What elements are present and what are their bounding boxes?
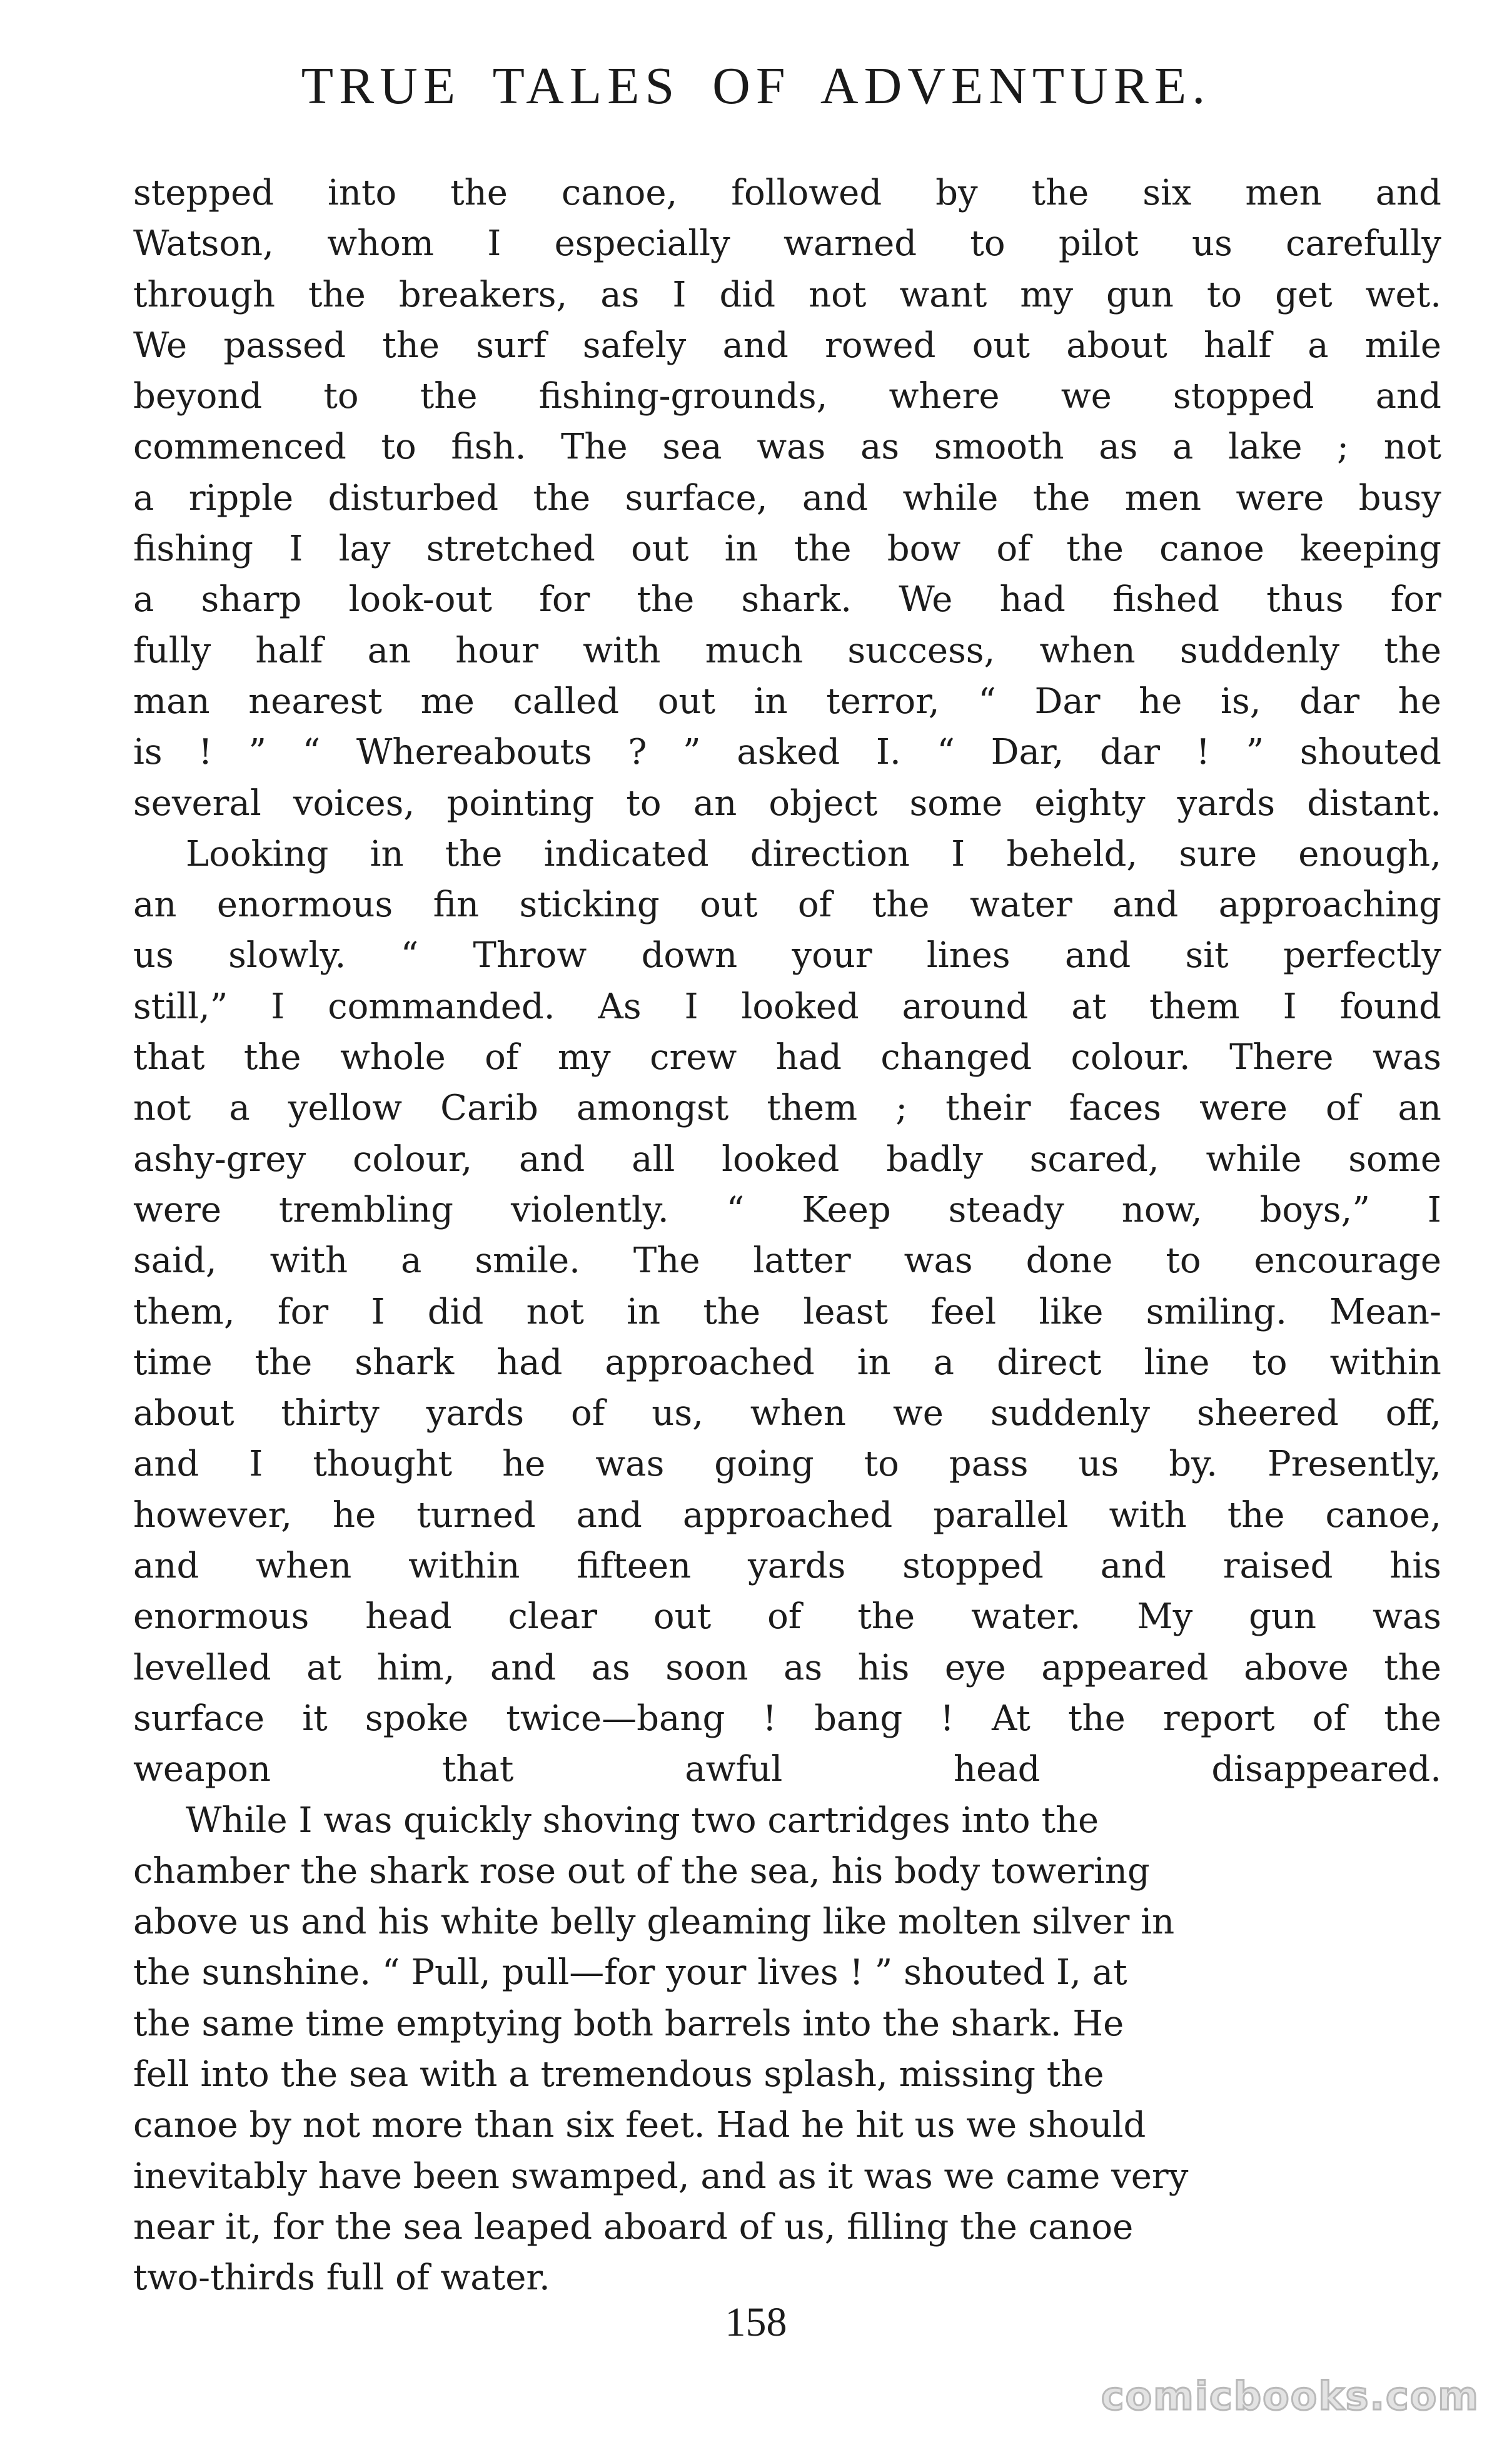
body-text <box>133 168 1441 2303</box>
paragraph-1: stepped into the canoe, followed by the six men and Watson, whom I especially warned to pilot us carefully through the breakers, as I did not want my gun to get wet. We passed the surf safely and rowed out about half a mile beyond to the fishing-grounds, where we stopped and commenced to fish. The sea was as smooth as a lake ; not a ripple disturbed the surface, and while the men were busy fishing I lay stretched out in the bow of the canoe keeping a sharp look-out for the shark. We had fished thus for fully half an hour with much success, when suddenly the man nearest me called out in terror, “ Dar he is, dar he is ! ” “ Whereabouts ? ” asked I. “ Dar, dar ! ” shouted several voices, pointing to an object some eighty yards distant. <box>133 173 1441 824</box>
watermark-logo: comicbooks.com <box>1101 2373 1479 2419</box>
paragraph-3: While I was quickly shoving two cartridges into the chamber the shark rose out of the sea, his body towering above us and his white belly gleaming like molten silver in the sunshine. “ Pull, pull—for your lives ! ” shouted I, at the same time emptying both barrels into the shark. He fell into the sea with a tremendous splash, missing the canoe by not more than six feet. Had he hit us we should inevitably have been swamped, and as it was we came very near it, for the sea leaped aboard of us, filling the canoe two-thirds full of water. <box>133 1800 1189 2299</box>
page-number: 158 <box>725 2299 787 2345</box>
paragraph-2: Looking in the indicated direction I beheld, sure enough, an enormous fin sticking out of the water and approaching us slowly. “ Throw down your lines and sit perfectly still,” I commanded. As I looked around at them I found that the whole of my crew had changed colour. There was not a yellow Carib amongst them ; their faces were of an ashy-grey colour, and all looked badly scared, while some were trembling violently. “ Keep steady now, boys,” I said, with a smile. The latter was done to encourage them, for I did not in the least feel like smiling. Mean- time the shark had approached in a direct line to within about thirty yards of us, when we suddenly sheered off, and I thought he was going to pass us by. Presently, however, he turned and approached parallel with the canoe, and when within fifteen yards stopped and raised his enormous head clear out of the water. My gun was levelled at him, and as soon as his eye appeared above the surface it spoke twice—bang ! bang ! At the report of the weapon that awful head disappeared. <box>133 833 1441 1790</box>
running-head: TRUE TALES OF ADVENTURE. <box>301 57 1211 115</box>
